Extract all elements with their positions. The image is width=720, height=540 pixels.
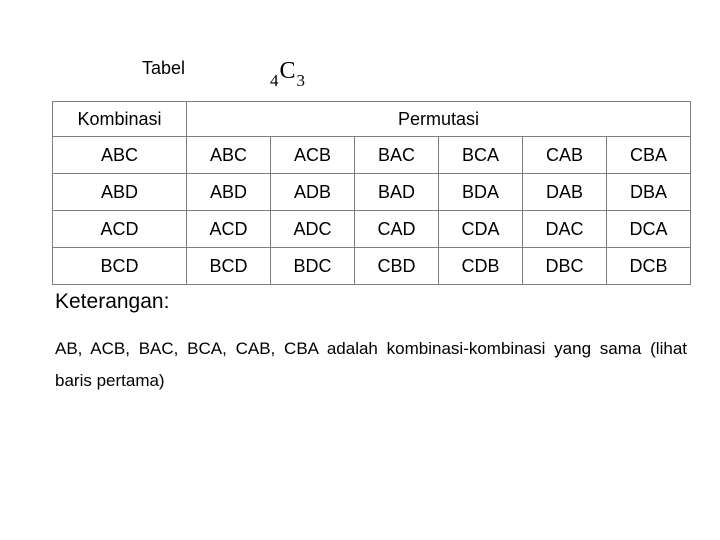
kombinasi-cell: ABC [53,137,187,174]
permutasi-cell: ACB [271,137,355,174]
permutation-table [52,101,691,285]
table-caption-label: Tabel [142,58,186,78]
table-row [53,248,691,285]
permutasi-cell: DAC [523,211,607,248]
permutasi-cell: DAB [523,174,607,211]
permutasi-cell: CAB [523,137,607,174]
permutasi-cell: DBA [607,174,691,211]
formula-post-subscript: 3 [296,71,306,90]
formula-letter: C [279,58,296,84]
permutasi-cell: CDB [439,248,523,285]
permutasi-cell: BCA [439,137,523,174]
table-row [53,211,691,248]
permutasi-cell: ADB [271,174,355,211]
kombinasi-cell: BCD [53,248,187,285]
permutasi-cell: ABD [187,174,271,211]
column-header-permutasi: Permutasi [187,102,691,137]
combination-formula [270,58,306,90]
permutasi-cell: BAC [355,137,439,174]
permutasi-cell: DBC [523,248,607,285]
permutasi-cell: CAD [355,211,439,248]
permutasi-cell: BAD [355,174,439,211]
permutasi-cell: DCA [607,211,691,248]
permutasi-cell: ACD [187,211,271,248]
table-header-row [53,102,691,137]
table-row [53,137,691,174]
permutasi-cell: BDA [439,174,523,211]
formula-pre-subscript: 4 [270,71,279,90]
permutasi-cell: CBD [355,248,439,285]
permutasi-cell: BCD [187,248,271,285]
permutasi-cell: ABC [187,137,271,174]
kombinasi-cell: ABD [53,174,187,211]
permutasi-cell: ADC [271,211,355,248]
table-row [53,174,691,211]
permutasi-cell: DCB [607,248,691,285]
permutasi-cell: CDA [439,211,523,248]
note-text: AB, ACB, BAC, BCA, CAB, CBA adalah kombinasi-kombinasi yang sama (lihat baris pertama) [55,339,687,390]
column-header-kombinasi: Kombinasi [53,102,187,137]
note-title: Keterangan: [55,290,170,313]
permutasi-cell: CBA [607,137,691,174]
permutasi-cell: BDC [271,248,355,285]
kombinasi-cell: ACD [53,211,187,248]
